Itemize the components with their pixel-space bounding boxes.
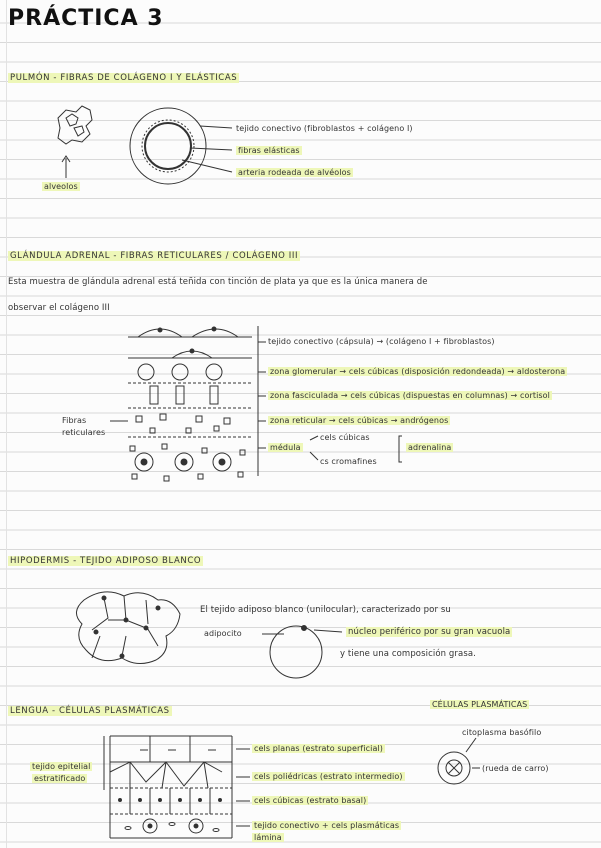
medula-branch-cromafines: cs cromafines (320, 457, 377, 466)
adrenal-row-reticular: zona reticular → cels cúbicas → andrógenos (270, 416, 449, 425)
adrenal-text-line2: observar el colágeno III (8, 303, 110, 313)
hipodermis-text-line3: y tiene una composición grasa. (340, 649, 476, 659)
adrenal-row-fasciculada: zona fasciculada → cels cúbicas (dispuestas en columnas) → cortisol (270, 391, 550, 400)
label-lumen: arteria rodeada de alvéolos (238, 168, 351, 177)
lengua-row-lamina: lámina (254, 833, 282, 842)
plasma-citoplasma: citoplasma basófilo (462, 728, 542, 737)
lengua-row-cubicas: cels cúbicas (estrato basal) (254, 796, 367, 805)
label-estratificado: estratificado (34, 774, 86, 783)
adrenal-row-capsula: tejido conectivo (cápsula) → (colágeno I + fibroblastos) (268, 337, 495, 346)
plasma-nucleo: (rueda de carro) (482, 764, 549, 773)
lengua-row-conectivo: tejido conectivo + cels plasmáticas (254, 821, 400, 830)
alveolos-drawing (58, 106, 92, 178)
adrenal-label-medula: médula (270, 443, 301, 452)
lengua-row-planas: cels planas (estrato superficial) (254, 744, 383, 753)
lengua-row-poliedricas: cels poliédricas (estrato intermedio) (254, 772, 403, 781)
section-heading-adrenal: GLÁNDULA ADRENAL - FIBRAS RETICULARES / COLÁGENO III (10, 251, 299, 261)
label-fibras: Fibras (62, 416, 87, 425)
section-heading-pulmon: PULMÓN - FIBRAS DE COLÁGENO I Y ELÁSTICAS (10, 73, 238, 83)
medula-result: adrenalina (408, 443, 452, 452)
page-title: PRÁCTICA 3 (8, 6, 164, 31)
adrenal-row-glomerular: zona glomerular → cels cúbicas (disposición redondeada) → aldosterona (270, 367, 566, 376)
section-heading-hipodermis: HIPODERMIS - TEJIDO ADIPOSO BLANCO (10, 556, 202, 566)
label-fibras-elasticas: fibras elásticas (238, 146, 300, 155)
medula-branch-cubicas: cels cúbicas (320, 433, 370, 442)
label-adipocito: adipocito (204, 629, 242, 638)
label-tejido-conectivo: tejido conectivo (fibroblastos + colágeno I) (236, 124, 413, 133)
plasma-title: CÉLULAS PLASMÁTICAS (432, 700, 528, 709)
label-tejido-epitelial: tejido epitelial (32, 762, 91, 771)
hipodermis-text-line1: El tejido adiposo blanco (unilocular), caracterizado por su (200, 605, 451, 615)
label-alveolos: alveolos (44, 182, 78, 191)
label-reticulares: reticulares (62, 428, 106, 437)
arteria-drawing (130, 108, 232, 184)
section-heading-lengua: LENGUA - CÉLULAS PLASMÁTICAS (10, 706, 170, 716)
hipodermis-text-line2: núcleo periférico por su gran vacuola (348, 627, 511, 637)
adrenal-text-line1: Esta muestra de glándula adrenal está teñida con tinción de plata ya que es la única manera de (8, 277, 428, 287)
